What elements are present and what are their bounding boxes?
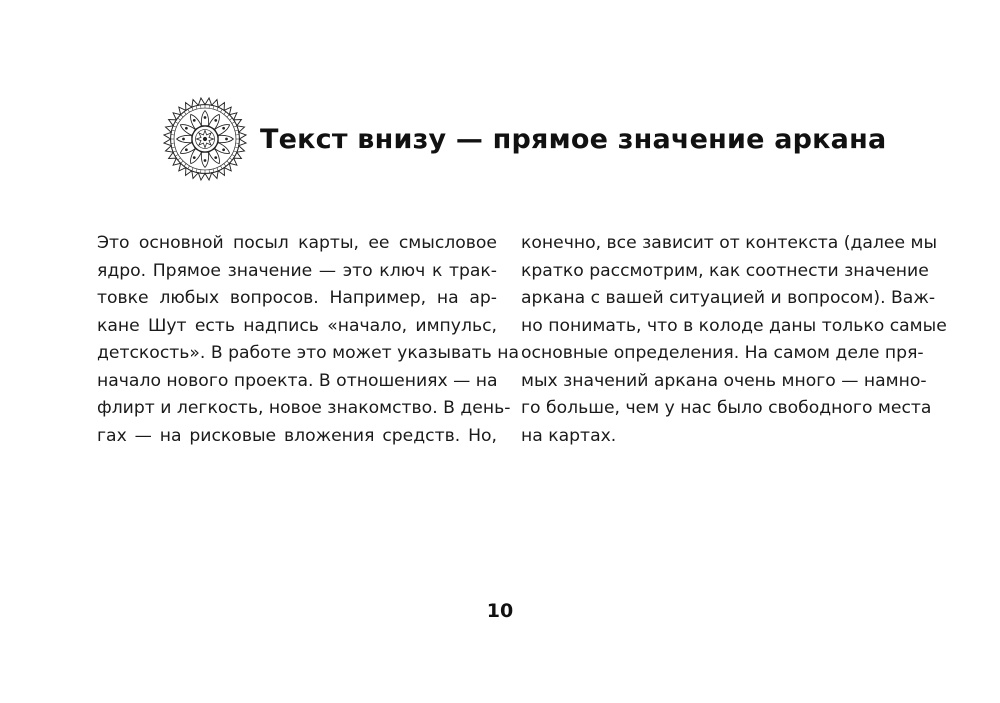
text-column-right [521, 230, 947, 450]
text-line: кане Шут есть надпись «начало, импульс, [97, 315, 497, 336]
text-line: Это основной посыл карты, ее смысловое [97, 233, 497, 253]
text-line: на картах. [521, 425, 617, 446]
text-line: го больше, чем у нас было свободного места [521, 398, 932, 418]
text-line: начало нового проекта. В отношениях — на [97, 370, 498, 391]
text-line: флирт и легкость, новое знакомство. В день- [97, 398, 511, 418]
text-line: конечно, все зависит от контекста (далее мы [521, 233, 938, 253]
mandala-ornament-icon [162, 96, 248, 182]
page-title: Текст внизу — прямое значение аркана [260, 123, 887, 155]
text-line: ядро. Прямое значение — это ключ к трак- [97, 260, 497, 281]
section-heading [162, 96, 886, 182]
text-line: мых значений аркана очень много — намно- [521, 370, 927, 391]
text-line: товке любых вопросов. Например, на ар- [97, 288, 497, 308]
text-line: аркана с вашей ситуацией и вопросом). Важ- [521, 288, 936, 308]
text-line: основные определения. На самом деле пря- [521, 343, 924, 363]
text-column-left [97, 230, 519, 450]
page-number: 10 [486, 600, 514, 622]
text-line: кратко рассмотрим, как соотнести значение [521, 260, 929, 281]
text-line: но понимать, что в колоде даны только самые [521, 315, 947, 336]
text-line: гах — на рисковые вложения средств. Но, [97, 425, 497, 446]
text-line: детскость». В работе это может указывать на [97, 343, 519, 363]
